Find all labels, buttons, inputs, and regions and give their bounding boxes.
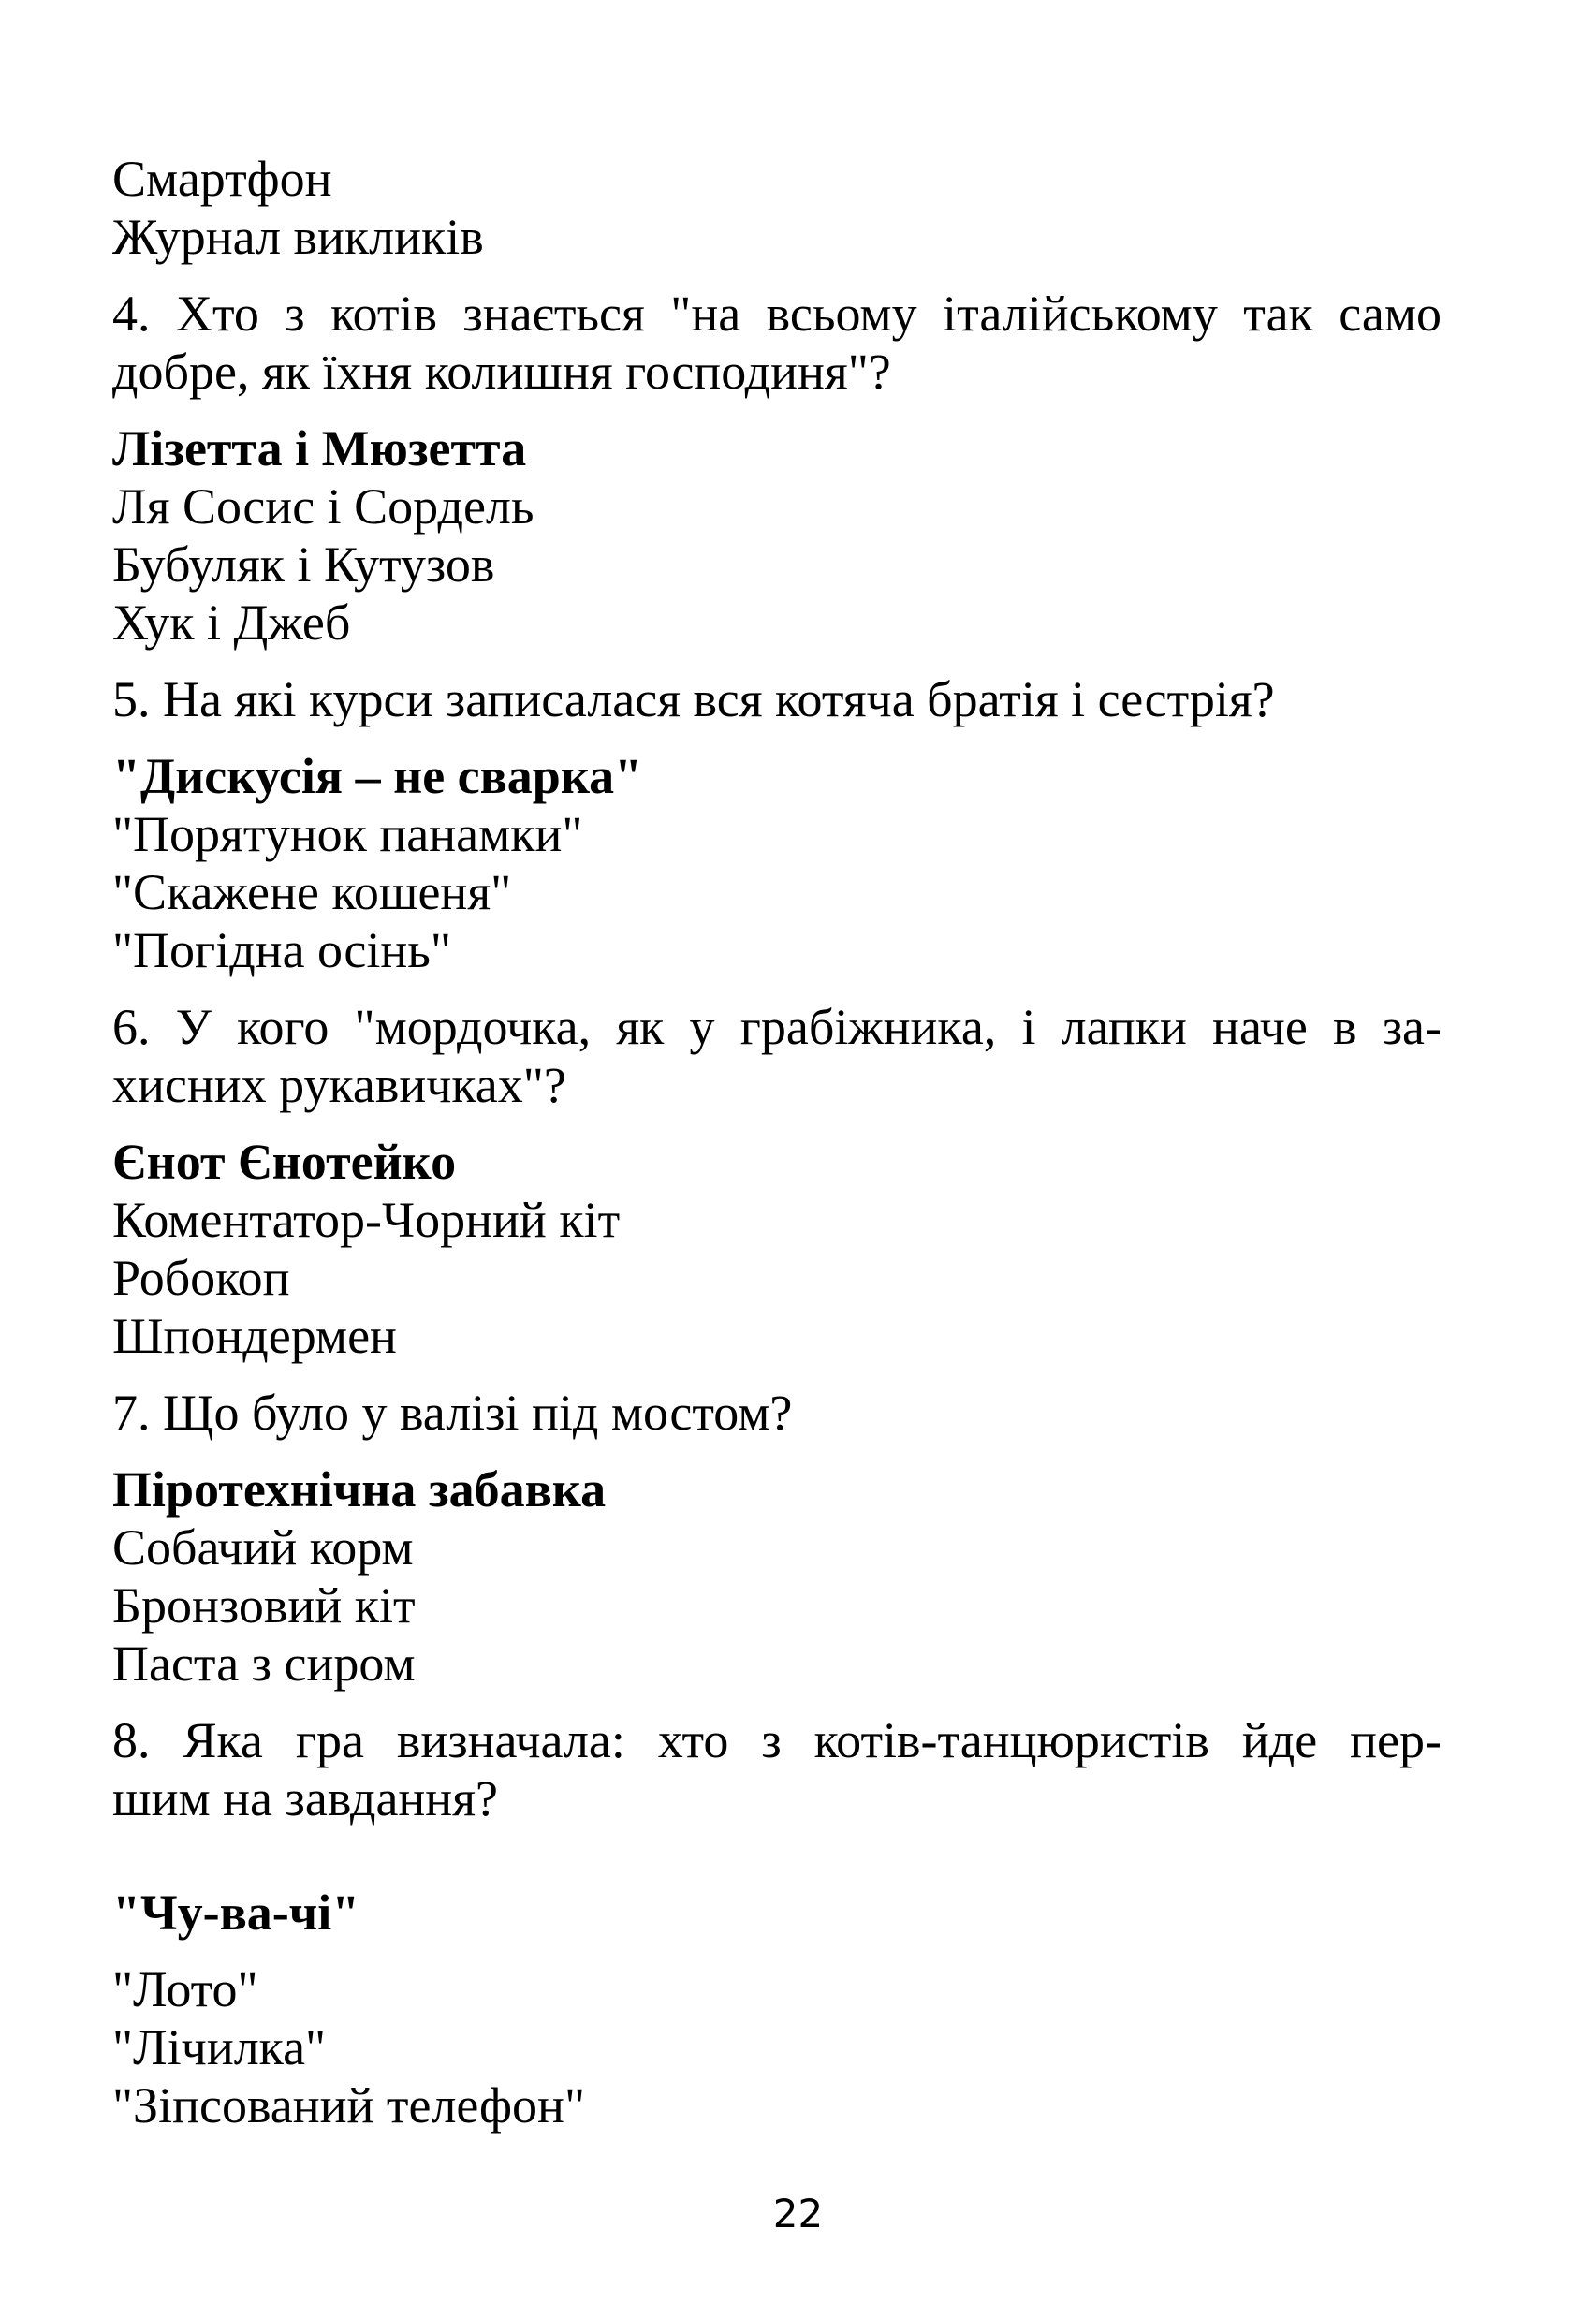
answer-option: Бронзовий кіт [112, 1577, 416, 1634]
question-text-line: шим на завдання? [112, 1770, 499, 1826]
answer-option: Паста з сиром [112, 1635, 416, 1692]
spacer [112, 1942, 1442, 1960]
answer-option: "Скажене кошеня" [112, 864, 512, 920]
question-6 [112, 998, 1442, 1114]
question-text-line: хисних рукавичках"? [112, 1057, 566, 1113]
answer-option: Ля Сосис і Сордель [112, 478, 534, 535]
answer-option: Собачий корм [112, 1519, 414, 1576]
correct-answer: Єнот Єнотейко [112, 1134, 457, 1190]
question-text-line: 8. Яка гра визначала: хто з котів-танцюристів йде пер- [112, 1712, 1442, 1768]
question-text-line: 4. Хто з котів знається "на всьому італійському так само [112, 286, 1442, 342]
answer-option: Робокоп [112, 1250, 290, 1306]
answer-option: Смартфон [112, 151, 332, 207]
answer-option: Коментатор-Чорний кіт [112, 1192, 621, 1248]
question-4 [112, 285, 1442, 401]
question-text-line: 5. На які курси записалася вся котяча братія і сестрія? [112, 671, 1275, 727]
answer-option: "Лото" [112, 1961, 258, 2017]
question-7 [112, 1384, 1442, 1442]
answer-option: "Лічилка" [112, 2019, 327, 2075]
correct-answer: "Чу-ва-чі" [112, 1884, 360, 1941]
page-number: 22 [772, 2191, 824, 2236]
answer-option: Журнал викликів [112, 209, 484, 265]
answer-option: "Порятунок панамки" [112, 806, 583, 862]
answer-option: Шпондермен [112, 1308, 397, 1364]
question-text-line: 7. Що було у валізі під мостом? [112, 1385, 793, 1441]
answer-option: "Погідна осінь" [112, 922, 451, 978]
correct-answer: "Дискусія – не сварка" [112, 748, 643, 804]
correct-answer: Піротехнічна забавка [112, 1461, 607, 1518]
answer-option: Хук і Джеб [112, 594, 351, 651]
question-8 [112, 1711, 1442, 1827]
answer-option: Бубуляк і Кутузов [112, 536, 495, 593]
page-content [112, 150, 1442, 2134]
question-text-line: добре, як їхня колишня господиня"? [112, 344, 891, 400]
question-5 [112, 670, 1442, 728]
question-text-line: 6. У кого "мордочка, як у грабіжника, і лапки наче в за- [112, 999, 1442, 1055]
answer-option: "Зіпсований телефон" [112, 2077, 585, 2134]
spacer [112, 1846, 1442, 1884]
correct-answer: Лізетта і Мюзетта [112, 420, 527, 477]
